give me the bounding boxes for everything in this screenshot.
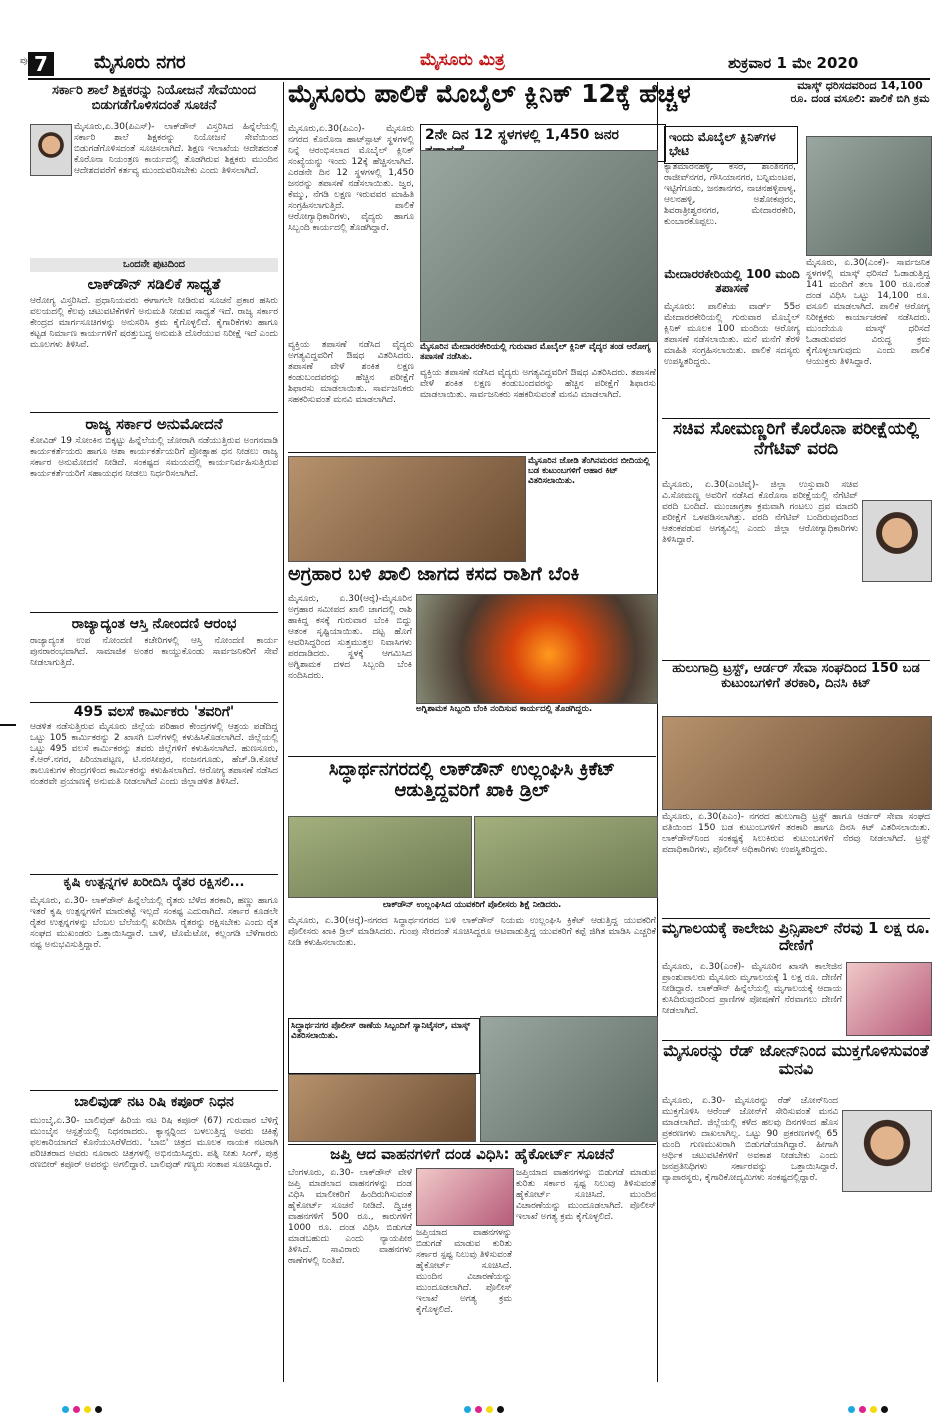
- cricket-body: ಮೈಸೂರು, ಏ.30(ಆರ್‍ಕೆ)-ನಗರದ ಸಿದ್ಧಾರ್ಥನಗರದ ಬಳಿ ಲಾಕ್‍ಡೌನ್ ನಿಯಮ ಉಲ್ಲಂಘಿಸಿ ಕ್ರಿಕೆಟ್ ಆಡುತ್ತಿದ್ದ ಯುವಕರಿಗೆ ಪೊಲೀಸರು ಖಾಕಿ ಡ್ರಿಲ್ ಮಾಡಿಸಿದರು. ಗುಂಪು ಸೇರದಂತೆ ಸೂಚಿಸಿದ್ದರೂ ಆಟವಾಡುತ್ತಿದ್ದ ಯುವಕರಿಗೆ ಕಪ್ಪೆ ಜಿಗಿತ ಮಾಡಿಸಿ ಎಚ್ಚರಿಕೆ ನೀಡಿ ಕಳುಹಿಸಲಾಯಿತು.: [288, 916, 656, 948]
- clinic-body: ಮೈಸೂರು,ಏ.30(ಪಿಎಂ)- ಮೈಸೂರು ನಗರದ ಕೊರೊನಾ ಹಾಟ್‍ಸ್ಪಾಟ್ ಸ್ಥಳಗಳಲ್ಲಿ ನಿನ್ನೆ ಆರಂಭಿಸಲಾದ ಮೊಬೈಲ್ ಕ್ಲಿನಿಕ್ ಸಂಖ್ಯೆಯನ್ನು ಇಂದು 12ಕ್ಕೆ ಹೆಚ್ಚಿಸಲಾಗಿದೆ. ಎರಡನೇ ದಿನ 12 ಸ್ಥಳಗಳಲ್ಲಿ 1,450 ಜನರನ್ನು ತಪಾಸಣೆ ನಡೆಸಲಾಯಿತು. ಜ್ವರ, ಕೆಮ್ಮು, ನೆಗಡಿ ಲಕ್ಷಣ ಇರುವವರ ಮಾಹಿತಿ ಸಂಗ್ರಹಿಸಲಾಗುತ್ತಿದೆ. ಪಾಲಿಕೆ ಆರೋಗ್ಯಾಧಿಕಾರಿಗಳು, ವೈದ್ಯರು ಹಾಗೂ ಸಿಬ್ಬಂದಿ ಕಾರ್ಯದಲ್ಲಿ ತೊಡಗಿದ್ದಾರೆ.: [288, 124, 414, 233]
- clinic-caption: ಮೈಸೂರಿನ ಮೇದಾರರಕೇರಿಯಲ್ಲಿ ಗುರುವಾರ ಮೊಬೈಲ್ ಕ್ಲಿನಿಕ್ ವೈದ್ಯರ ತಂಡ ಆರೋಗ್ಯ ತಪಾಸಣೆ ನಡೆಸಿತು.: [420, 342, 651, 362]
- registration-dots-left: [62, 1406, 102, 1413]
- clinic-body-continued: ವ್ಯಕ್ತಿಯ ತಪಾಸಣೆ ನಡೆಸಿದ ವೈದ್ಯರು ಅಗತ್ಯವಿದ್ದವರಿಗೆ ಔಷಧ ವಿತರಿಸಿದರು. ತಪಾಸಣೆ ವೇಳೆ ಶಂಕಿತ ಲಕ್ಷಣ ಕಂಡುಬಂದವರನ್ನು ಹೆಚ್ಚಿನ ಪರೀಕ್ಷೆಗೆ ಶಿಫಾರಸು ಮಾಡಲಾಯಿತು. ಸಾರ್ವಜನಿಕರು ಸಹಕರಿಸುವಂತೆ ಮನವಿ ಮಾಡಲಾಗಿದೆ.: [288, 340, 414, 405]
- teachers-body: ಮೈಸೂರು,ಏ.30(ಪಿಎಸ್)- ಲಾಕ್‍ಡೌನ್ ವಿಸ್ತರಿಸಿದ ಹಿನ್ನೆಲೆಯಲ್ಲಿ ಸರ್ಕಾರಿ ಶಾಲೆ ಶಿಕ್ಷಕರನ್ನು ನಿಯೋಜನೆ ಸೇವೆಯಿಂದ ಬಿಡುಗಡೆಗೊಳಿಸದಂತೆ ಸೂಚಿಸಲಾಗಿದೆ. ಶಿಕ್ಷಣ ಇಲಾಖೆಯ ಆದೇಶದಂತೆ ಕೊರೊನಾ ನಿಯಂತ್ರಣ ಕಾರ್ಯದಲ್ಲಿ ತೊಡಗಿರುವ ಶಿಕ್ಷಕರು ಮುಂದಿನ ಆದೇಶದವರೆಗೆ ಕರ್ತವ್ಯ ಮುಂದುವರಿಸಬೇಕು ಎಂದು ತಿಳಿಸಲಾಗಿದೆ.: [74, 122, 278, 176]
- mask-photo: [806, 136, 932, 256]
- mask-headline: ಮಾಸ್ಕ್ ಧರಿಸದವರಿಂದ 14,100 ರೂ. ದಂಡ ವಸೂಲಿ: ಪಾಲಿಕೆ ಬಿಗಿ ಕ್ರಮ: [790, 79, 930, 105]
- state-headline: ರಾಜ್ಯ ಸರ್ಕಾರ ಅನುಮೋದನೆ: [85, 415, 223, 433]
- vehicles-body-right: ಜಪ್ತಿಯಾದ ವಾಹನಗಳನ್ನು ಬಿಡುಗಡೆ ಮಾಡುವ ಕುರಿತು ಸರ್ಕಾರ ಸ್ಪಷ್ಟ ನಿಲುವು ತಿಳಿಸುವಂತೆ ಹೈಕೋರ್ಟ್ ಸೂಚಿಸಿದೆ. ಮುಂದಿನ ವಿಚಾರಣೆಯನ್ನು ಮುಂದೂಡಲಾಗಿದೆ. ಪೊಲೀಸ್ ಇಲಾಖೆ ಅಗತ್ಯ ಕ್ರಮ ಕೈಗೊಳ್ಳಲಿದೆ.: [516, 1168, 656, 1222]
- continued-band: ಒಂದನೇ ಪುಟದಿಂದ: [30, 258, 278, 272]
- dot: [464, 1406, 471, 1413]
- mobile-visit-title: ಇಂದು ಮೊಬೈಲ್ ಕ್ಲಿನಿಕ್‍ಗಳ ಭೇಟಿ: [664, 126, 798, 164]
- dot: [475, 1406, 482, 1413]
- dot: [95, 1406, 102, 1413]
- fire-body: ಮೈಸೂರು, ಏ.30(ಆರ್‍ಕೆ)-ಮೈಸೂರಿನ ಅಗ್ರಹಾರ ಸಮೀಪದ ಖಾಲಿ ಜಾಗದಲ್ಲಿ ರಾಶಿ ಹಾಕಿದ್ದ ಕಸಕ್ಕೆ ಗುರುವಾರ ಬೆಂಕಿ ಬಿದ್ದು ಆತಂಕ ಸೃಷ್ಟಿಯಾಯಿತು. ದಟ್ಟ ಹೊಗೆ ಆವರಿಸಿದ್ದರಿಂದ ಸುತ್ತಮುತ್ತಲ ನಿವಾಸಿಗಳು ಪರದಾಡಿದರು. ಸ್ಥಳಕ್ಕೆ ಆಗಮಿಸಿದ ಅಗ್ನಿಶಾಮಕ ದಳದ ಸಿಬ್ಬಂದಿ ಬೆಂಕಿ ನಂದಿಸಿದರು.: [288, 594, 412, 681]
- margin-mark: [0, 724, 16, 726]
- dot: [859, 1406, 866, 1413]
- page-number: 7: [28, 52, 54, 76]
- principal-body: ಮೈಸೂರು, ಏ.30(ಎಂಕೆ)- ಮೈಸೂರಿನ ಖಾಸಗಿ ಕಾಲೇಜಿನ ಪ್ರಾಂಶುಪಾಲರು ಮೈಸೂರು ಮೃಗಾಲಯಕ್ಕೆ 1 ಲಕ್ಷ ರೂ. ದೇಣಿಗೆ ನೀಡಿದ್ದಾರೆ. ಲಾಕ್‍ಡೌನ್ ಹಿನ್ನೆಲೆಯಲ್ಲಿ ಮೃಗಾಲಯಕ್ಕೆ ಆದಾಯ ಕುಸಿದಿರುವುದರಿಂದ ಪ್ರಾಣಿಗಳ ಪೋಷಣೆಗೆ ನೆರವಾಗಲು ದೇಣಿಗೆ ನೀಡಲಾಗಿದೆ.: [662, 962, 842, 1016]
- vehicles-body: ಬೆಂಗಳೂರು, ಏ.30- ಲಾಕ್‍ಡೌನ್ ವೇಳೆ ಜಪ್ತಿ ಮಾಡಲಾದ ವಾಹನಗಳನ್ನು ದಂಡ ವಿಧಿಸಿ ಮಾಲೀಕರಿಗೆ ಹಿಂದಿರುಗಿಸುವಂತೆ ಹೈಕೋರ್ಟ್ ಸೂಚನೆ ನೀಡಿದೆ. ದ್ವಿಚಕ್ರ ವಾಹನಗಳಿಗೆ 500 ರೂ., ಕಾರುಗಳಿಗೆ 1000 ರೂ. ದಂಡ ವಿಧಿಸಿ ಬಿಡುಗಡೆ ಮಾಡಬಹುದು ಎಂದು ನ್ಯಾಯಪೀಠ ತಿಳಿಸಿದೆ. ಸಾವಿರಾರು ವಾಹನಗಳು ಠಾಣೆಗಳಲ್ಲಿ ನಿಂತಿವೆ.: [288, 1168, 412, 1266]
- registration-headline: ರಾಜ್ಯಾದ್ಯಂತ ಆಸ್ತಿ ನೋಂದಣಿ ಆರಂಭ: [71, 616, 237, 632]
- dot: [497, 1406, 504, 1413]
- divider: [30, 412, 278, 413]
- police-photo-2: [288, 1074, 476, 1142]
- dot: [870, 1406, 877, 1413]
- cricket-headline: ಸಿದ್ಧಾರ್ಥನಗರದಲ್ಲಿ ಲಾಕ್‍ಡೌನ್ ಉಲ್ಲಂಘಿಸಿ ಕ್ರಿಕೆಟ್ ಆಡುತ್ತಿದ್ದವರಿಗೆ ಖಾಕಿ ಡ್ರಿಲ್: [328, 759, 616, 801]
- principal-headline: ಮೃಗಾಲಯಕ್ಕೆ ಕಾಲೇಜು ಪ್ರಿನ್ಸಿಪಾಲ್ ನೆರವು 1 ಲಕ್ಷ ರೂ. ದೇಣಿಗೆ: [662, 919, 930, 955]
- lockdown-body: ಆರೋಗ್ಯ ವಿಸ್ತರಿಸಿದೆ. ಪ್ರಧಾನಿಯವರು ಈಗಾಗಲೇ ನೀಡಿರುವ ಸೂಚನೆ ಪ್ರಕಾರ ಹಸಿರು ವಲಯದಲ್ಲಿ ಕೆಲವು ಚಟುವಟಿಕೆಗಳಿಗೆ ಅನುಮತಿ ನೀಡುವ ಸಾಧ್ಯತೆ ಇದೆ. ರಾಜ್ಯ ಸರ್ಕಾರ ಕೇಂದ್ರದ ಮಾರ್ಗಸೂಚಿಗಳನ್ನು ಅನುಸರಿಸಿ ಕ್ರಮ ಕೈಗೊಳ್ಳಲಿದೆ. ಕೈಗಾರಿಕೆಗಳು ಹಾಗೂ ಕಟ್ಟಡ ನಿರ್ಮಾಣ ಕಾರ್ಯಗಳಿಗೆ ಷರತ್ತುಬದ್ಧ ಅನುಮತಿ ದೊರೆಯುವ ನಿರೀಕ್ಷೆ ಇದೆ ಎಂದು ಮೂಲಗಳು ತಿಳಿಸಿವೆ.: [30, 296, 278, 350]
- fire-photo: [416, 594, 658, 704]
- clinic-photo: [420, 150, 658, 342]
- farmers-body: ಮೈಸೂರು, ಏ.30- ಲಾಕ್‍ಡೌನ್ ಹಿನ್ನೆಲೆಯಲ್ಲಿ ರೈತರು ಬೆಳೆದ ತರಕಾರಿ, ಹಣ್ಣು ಹಾಗೂ ಇತರೆ ಕೃಷಿ ಉತ್ಪನ್ನಗಳಿಗೆ ಮಾರುಕಟ್ಟೆ ಇಲ್ಲದೆ ಸಂಕಷ್ಟ ಎದುರಾಗಿದೆ. ಸರ್ಕಾರ ಕೂಡಲೇ ರೈತರ ಉತ್ಪನ್ನಗಳನ್ನು ಬೆಂಬಲ ಬೆಲೆಯಲ್ಲಿ ಖರೀದಿಸಿ ರೈತರನ್ನು ರಕ್ಷಿಸಬೇಕು ಎಂದು ರೈತ ಸಂಘದ ಮುಖಂಡರು ಒತ್ತಾಯಿಸಿದ್ದಾರೆ. ಬಾಳೆ, ಟೊಮೆಟೋ, ಕಲ್ಲಂಗಡಿ ಬೆಳೆಗಾರರು ನಷ್ಟ ಅನುಭವಿಸುತ್ತಿದ್ದಾರೆ.: [30, 896, 278, 950]
- vehicles-body-mid: ಜಪ್ತಿಯಾದ ವಾಹನಗಳನ್ನು ಬಿಡುಗಡೆ ಮಾಡುವ ಕುರಿತು ಸರ್ಕಾರ ಸ್ಪಷ್ಟ ನಿಲುವು ತಿಳಿಸುವಂತೆ ಹೈಕೋರ್ಟ್ ಸೂಚಿಸಿದೆ. ಮುಂದಿನ ವಿಚಾರಣೆಯನ್ನು ಮುಂದೂಡಲಾಗಿದೆ. ಪೊಲೀಸ್ ಇಲಾಖೆ ಅಗತ್ಯ ಕ್ರಮ ಕೈಗೊಳ್ಳಲಿದೆ.: [416, 1228, 512, 1315]
- dot: [486, 1406, 493, 1413]
- vehicles-headline: ಜಪ್ತಿ ಆದ ವಾಹನಗಳಿಗೆ ದಂಡ ವಿಧಿಸಿ: ಹೈಕೋರ್ಟ್ ಸೂಚನೆ: [330, 1145, 614, 1163]
- dot: [84, 1406, 91, 1413]
- dot: [881, 1406, 888, 1413]
- rishi-body: ಮುಂಬೈ,ಏ.30- ಬಾಲಿವುಡ್ ಹಿರಿಯ ನಟ ರಿಷಿ ಕಪೂರ್ (67) ಗುರುವಾರ ಬೆಳಿಗ್ಗೆ ಮುಂಬೈನ ಆಸ್ಪತ್ರೆಯಲ್ಲಿ ನಿಧನರಾದರು. ಕ್ಯಾನ್ಸರ್‍ನಿಂದ ಬಳಲುತ್ತಿದ್ದ ಅವರು ಚಿಕಿತ್ಸೆ ಫಲಕಾರಿಯಾಗದೆ ಕೊನೆಯುಸಿರೆಳೆದರು. 'ಬಾಬಿ' ಚಿತ್ರದ ಮೂಲಕ ನಾಯಕ ನಟರಾಗಿ ಪರಿಚಿತರಾದ ಅವರು ನೂರಾರು ಚಿತ್ರಗಳಲ್ಲಿ ಅಭಿನಯಿಸಿದ್ದರು. ಪತ್ನಿ ನೀತು ಸಿಂಗ್, ಪುತ್ರ ರಣಬೀರ್ ಕಪೂರ್ ಅವರನ್ನು ಅಗಲಿದ್ದಾರೆ. ಬಾಲಿವುಡ್ ಗಣ್ಯರು ಸಂತಾಪ ಸೂಚಿಸಿದ್ದಾರೆ.: [30, 1116, 278, 1170]
- teachers-headline: ಸರ್ಕಾರಿ ಶಾಲೆ ಶಿಕ್ಷಕರನ್ನು ನಿಯೋಜನೆ ಸೇವೆಯಿಂದ ಬಿಡುಗಡೆಗೊಳಿಸದಂತೆ ಸೂಚನೆ: [51, 83, 257, 113]
- divider: [30, 1090, 278, 1091]
- somanna-headline: ಸಚಿವ ಸೋಮಣ್ಣರಿಗೆ ಕೊರೊನಾ ಪರೀಕ್ಷೆಯಲ್ಲಿ ನೆಗೆಟಿವ್ ವರದಿ: [673, 419, 919, 459]
- mask-body: ಮೈಸೂರು, ಏ.30(ಎಂಕೆ)- ಸಾರ್ವಜನಿಕ ಸ್ಥಳಗಳಲ್ಲಿ ಮಾಸ್ಕ್ ಧರಿಸದೆ ಓಡಾಡುತ್ತಿದ್ದ 141 ಮಂದಿಗೆ ತಲಾ 100 ರೂ.ನಂತೆ ದಂಡ ವಿಧಿಸಿ ಒಟ್ಟು 14,100 ರೂ. ವಸೂಲಿ ಮಾಡಲಾಗಿದೆ. ಪಾಲಿಕೆ ಆರೋಗ್ಯ ನಿರೀಕ್ಷಕರು ಕಾರ್ಯಾಚರಣೆ ನಡೆಸಿದರು. ಮುಂದೆಯೂ ಮಾಸ್ಕ್ ಧರಿಸದೆ ಓಡಾಡುವವರ ವಿರುದ್ಧ ಕ್ರಮ ಕೈಗೊಳ್ಳಲಾಗುವುದು ಎಂದು ಪಾಲಿಕೆ ಆಯುಕ್ತರು ತಿಳಿಸಿದ್ದಾರೆ.: [806, 258, 930, 367]
- paper-name: ಮೈಸೂರು ಮಿತ್ರ: [420, 50, 505, 70]
- divider: [288, 756, 656, 757]
- mobile-visit-body: ಕ್ಯಾತಮಾರನಹಳ್ಳಿ, ಕೆಸರೆ, ಶಾಂತಿನಗರ, ರಾಜೀವ್‍ನಗರ, ಗೌಸಿಯಾನಗರ, ಬನ್ನಿಮಂಟಪ, ಇಟ್ಟಿಗೆಗೂಡು, ಜನತಾನಗರ, ನಾಚನಹಳ್ಳಿಪಾಳ್ಯ, ಆಲನಹಳ್ಳಿ, ಅಶೋಕಪುರಂ, ಶಿವರಾತ್ರೀಶ್ವರನಗರ, ಮೇದಾರರಕೇರಿ, ಕುಂಬಾರಕೊಪ್ಪಲು.: [664, 162, 796, 227]
- hulugadi-body: ಮೈಸೂರು, ಏ.30(ಪಿಎಂ)- ನಗರದ ಹುಲುಗಾದ್ರಿ ಟ್ರಸ್ಟ್ ಹಾಗೂ ಆರ್ಡರ್ ಸೇವಾ ಸಂಘದ ವತಿಯಿಂದ 150 ಬಡ ಕುಟುಂಬಗಳಿಗೆ ತರಕಾರಿ ಹಾಗೂ ದಿನಸಿ ಕಿಟ್ ವಿತರಿಸಲಾಯಿತು. ಲಾಕ್‍ಡೌನ್‍ನಿಂದ ಸಂಕಷ್ಟಕ್ಕೆ ಸಿಲುಕಿರುವ ಕುಟುಂಬಗಳಿಗೆ ನೆರವು ನೀಡಲಾಗಿದೆ. ಟ್ರಸ್ಟ್ ಪದಾಧಿಕಾರಿಗಳು, ಪೊಲೀಸ್ ಅಧಿಕಾರಿಗಳು ಉಪಸ್ಥಿತರಿದ್ದರು.: [662, 812, 930, 855]
- red-zone-headline: ಮೈಸೂರನ್ನು ರೆಡ್ ಜೋನ್‍ನಿಂದ ಮುಕ್ತಗೊಳಿಸುವಂತೆ ಮನವಿ: [663, 1041, 929, 1079]
- hulugadi-headline: ಹುಲುಗಾದ್ರಿ ಟ್ರಸ್ಟ್, ಆರ್ಡರ್ ಸೇವಾ ಸಂಘದಿಂದ 150 ಬಡ ಕುಟುಂಬಗಳಿಗೆ ತರಕಾರಿ, ದಿನಸಿ ಕಿಟ್: [672, 661, 920, 691]
- cricket-photo-2: [474, 816, 658, 898]
- somanna-body: ಮೈಸೂರು, ಏ.30(ಎಂಟಿವೈ)- ಜಿಲ್ಲಾ ಉಸ್ತುವಾರಿ ಸಚಿವ ವಿ.ಸೋಮಣ್ಣ ಅವರಿಗೆ ನಡೆಸಿದ ಕೊರೊನಾ ಪರೀಕ್ಷೆಯಲ್ಲಿ ನೆಗೆಟಿವ್ ವರದಿ ಬಂದಿದೆ. ಮುಂಜಾಗ್ರತಾ ಕ್ರಮವಾಗಿ ಗಂಟಲು ದ್ರವ ಮಾದರಿ ಪರೀಕ್ಷೆಗೆ ಒಳಪಡಿಸಲಾಗಿತ್ತು. ವರದಿ ನೆಗೆಟಿವ್ ಬಂದಿರುವುದರಿಂದ ಆತಂಕಪಡುವ ಅಗತ್ಯವಿಲ್ಲ ಎಂದು ಜಿಲ್ಲಾ ಆರೋಗ್ಯಾಧಿಕಾರಿಗಳು ತಿಳಿಸಿದ್ದಾರೆ.: [662, 480, 858, 545]
- workers-body: ಆಡಳಿತ ನಡೆಸುತ್ತಿರುವ ಮೈಸೂರು ಜಿಲ್ಲೆಯ ಪರಿಹಾರ ಕೇಂದ್ರಗಳಲ್ಲಿ ಆಶ್ರಯ ಪಡೆದಿದ್ದ ಒಟ್ಟು 105 ಕಾರ್ಮಿಕರನ್ನು 2 ಖಾಸಗಿ ಬಸ್‍ಗಳಲ್ಲಿ ಕಳುಹಿಸಿಕೊಡಲಾಗಿದೆ. ಜಿಲ್ಲೆಯಲ್ಲಿ ಒಟ್ಟು 495 ವಲಸೆ ಕಾರ್ಮಿಕರನ್ನು ತವರು ಜಿಲ್ಲೆಗಳಿಗೆ ಕಳುಹಿಸಲಾಗಿದೆ. ಹುಣಸೂರು, ಕೆ.ಆರ್.ನಗರ, ಪಿರಿಯಾಪಟ್ಟಣ, ಟಿ.ನರಸೀಪುರ, ನಂಜನಗೂಡು, ಹೆಚ್.ಡಿ.ಕೋಟೆ ತಾಲೂಕುಗಳ ಕೇಂದ್ರಗಳಿಂದ ಕಾರ್ಮಿಕರನ್ನು ಕಳುಹಿಸಲಾಗಿದೆ. ಆರೋಗ್ಯ ತಪಾಸಣೆ ನಡೆಸಿದ ನಂತರವೇ ಪ್ರಯಾಣಕ್ಕೆ ಅನುಮತಿ ನೀಡಲಾಗಿದೆ ಎಂದು ಜಿಲ್ಲಾಡಳಿತ ತಿಳಿಸಿದೆ.: [30, 722, 278, 787]
- clinic-body-more: ವ್ಯಕ್ತಿಯ ತಪಾಸಣೆ ನಡೆಸಿದ ವೈದ್ಯರು ಅಗತ್ಯವಿದ್ದವರಿಗೆ ಔಷಧ ವಿತರಿಸಿದರು. ತಪಾಸಣೆ ವೇಳೆ ಶಂಕಿತ ಲಕ್ಷಣ ಕಂಡುಬಂದವರನ್ನು ಹೆಚ್ಚಿನ ಪರೀಕ್ಷೆಗೆ ಶಿಫಾರಸು ಮಾಡಲಾಯಿತು. ಸಾರ್ವಜನಿಕರು ಸಹಕರಿಸುವಂತೆ ಮನವಿ ಮಾಡಲಾಗಿದೆ.: [420, 368, 656, 400]
- column-rule: [283, 82, 284, 1382]
- police-photo: [480, 1016, 658, 1142]
- dot: [73, 1406, 80, 1413]
- court-photo: [416, 1168, 514, 1226]
- divider: [288, 452, 656, 453]
- divider: [30, 702, 278, 703]
- lockdown-headline: ಲಾಕ್‍ಡೌನ್ ಸಡಿಲಿಕೆ ಸಾಧ್ಯತೆ: [87, 275, 221, 293]
- divider: [30, 612, 278, 613]
- clinic-subheadline: 2ನೇ ದಿನ 12 ಸ್ಥಳಗಳಲ್ಲಿ 1,450 ಜನರ: [420, 124, 666, 162]
- clinic-headline: ಮೈಸೂರು ಪಾಲಿಕೆ ಮೊಬೈಲ್ ಕ್ಲಿನಿಕ್ 12ಕ್ಕೆ ಹೆಚ್ಚಳ: [288, 79, 691, 108]
- registration-body: ರಾಜ್ಯಾದ್ಯಂತ ಉಪ ನೋಂದಣಿ ಕಚೇರಿಗಳಲ್ಲಿ ಆಸ್ತಿ ನೋಂದಣಿ ಕಾರ್ಯ ಪುನರಾರಂಭವಾಗಿದೆ. ಸಾಮಾಜಿಕ ಅಂತರ ಕಾಯ್ದುಕೊಂಡು ಸಾರ್ವಜನಿಕರಿಗೆ ಸೇವೆ ನೀಡಲಾಗುತ್ತಿದೆ.: [30, 636, 278, 668]
- red-zone-body: ಮೈಸೂರು, ಏ.30- ಮೈಸೂರನ್ನು ರೆಡ್ ಜೋನ್‍ನಿಂದ ಮುಕ್ತಗೊಳಿಸಿ ಆರೆಂಜ್ ಜೋನ್‍ಗೆ ಸೇರಿಸುವಂತೆ ಮನವಿ ಮಾಡಲಾಗಿದೆ. ಜಿಲ್ಲೆಯಲ್ಲಿ ಕಳೆದ ಹಲವು ದಿನಗಳಿಂದ ಹೊಸ ಪ್ರಕರಣಗಳು ದಾಖಲಾಗಿಲ್ಲ. ಒಟ್ಟು 90 ಪ್ರಕರಣಗಳಲ್ಲಿ 65 ಮಂದಿ ಗುಣಮುಖರಾಗಿ ಬಿಡುಗಡೆಯಾಗಿದ್ದಾರೆ. ಹೀಗಾಗಿ ಆರ್ಥಿಕ ಚಟುವಟಿಕೆಗಳಿಗೆ ಅವಕಾಶ ನೀಡಬೇಕು ಎಂದು ಜನಪ್ರತಿನಿಧಿಗಳು ಸರ್ಕಾರವನ್ನು ಒತ್ತಾಯಿಸಿದ್ದಾರೆ. ವ್ಯಾಪಾರಸ್ಥರು, ಕೈಗಾರಿಕೋದ್ಯಮಿಗಳು ಸಂಕಷ್ಟದಲ್ಲಿದ್ದಾರೆ.: [662, 1096, 838, 1183]
- registration-dots-right: [848, 1406, 888, 1413]
- kits-caption: ಮೈಸೂರಿನ ಜೋಡಿ ತೆಂಗಿನಮರದ ಬೀದಿಯಲ್ಲಿ ಬಡ ಕುಟುಂಬಗಳಿಗೆ ಆಹಾರ ಕಿಟ್ ವಿತರಿಸಲಾಯಿತು.: [528, 456, 650, 486]
- workers-headline: 495 ವಲಸೆ ಕಾರ್ಮಿಕರು 'ತವರಿಗೆ': [73, 704, 235, 720]
- fire-caption: ಅಗ್ನಿಶಾಮಕ ಸಿಬ್ಬಂದಿ ಬೆಂಕಿ ನಂದಿಸುವ ಕಾರ್ಯದಲ್ಲಿ ತೊಡಗಿದ್ದರು.: [416, 704, 593, 714]
- cricket-caption: ಲಾಕ್‍ಡೌನ್ ಉಲ್ಲಂಘಿಸಿದ ಯುವಕರಿಗೆ ಪೊಲೀಸರು ಶಿಕ್ಷೆ ನೀಡಿದರು.: [382, 900, 562, 910]
- teachers-photo: [30, 124, 72, 176]
- kits-photo: [288, 456, 526, 562]
- medara-body: ಮೈಸೂರು: ಪಾಲಿಕೆಯ ವಾರ್ಡ್ 55ರ ಮೇದಾರರಕೇರಿಯಲ್ಲಿ ಗುರುವಾರ ಮೊಬೈಲ್ ಕ್ಲಿನಿಕ್ ಮೂಲಕ 100 ಮಂದಿಯ ಆರೋಗ್ಯ ತಪಾಸಣೆ ನಡೆಸಲಾಯಿತು. ಮನೆ ಮನೆಗೆ ತೆರಳಿ ಮಾಹಿತಿ ಸಂಗ್ರಹಿಸಲಾಯಿತು. ಪಾಲಿಕೆ ಸದಸ್ಯರು ಉಪಸ್ಥಿತರಿದ್ದರು.: [664, 302, 800, 367]
- police-caption: ಸಿದ್ಧಾರ್ಥನಗರ ಪೊಲೀಸ್ ಠಾಣೆಯ ಸಿಬ್ಬಂದಿಗೆ ಸ್ಯಾನಿಟೈಸರ್, ಮಾಸ್ಕ್ ವಿತರಿಸಲಾಯಿತು.: [288, 1018, 480, 1074]
- hulugadi-photo: [662, 716, 932, 810]
- cricket-photo-1: [288, 816, 472, 898]
- dot: [848, 1406, 855, 1413]
- dot: [62, 1406, 69, 1413]
- red-zone-photo: [842, 1110, 932, 1192]
- section-name: ಮೈಸೂರು ನಗರ: [94, 52, 186, 73]
- principal-photo: [846, 962, 932, 1036]
- page-label: ಪುಟ: [20, 56, 34, 66]
- fire-headline: ಅಗ್ರಹಾರ ಬಳಿ ಖಾಲಿ ಜಾಗದ ಕಸದ ರಾಶಿಗೆ ಬೆಂಕಿ: [288, 563, 580, 585]
- somanna-photo: [862, 500, 932, 582]
- medara-headline: ಮೇದಾರರಕೇರಿಯಲ್ಲಿ 100 ಮಂದಿ ತಪಾಸಣೆ: [664, 267, 800, 295]
- state-body: ಕೋವಿಡ್ 19 ಸೋಂಕಿನ ಬಿಕ್ಕಟ್ಟು ಹಿನ್ನೆಲೆಯಲ್ಲಿ ಜೋರಾಗಿ ನಡೆಯುತ್ತಿರುವ ಅಂಗನವಾಡಿ ಕಾರ್ಯಕರ್ತೆಯರು ಹಾಗೂ ಆಶಾ ಕಾರ್ಯಕರ್ತೆಯರಿಗೆ ಪ್ರೋತ್ಸಾಹ ಧನ ನೀಡಲು ರಾಜ್ಯ ಸರ್ಕಾರ ಅನುಮೋದನೆ ನೀಡಿದೆ. ಸಂಕಷ್ಟದ ಸಮಯದಲ್ಲಿ ಕಾರ್ಯನಿರ್ವಹಿಸುತ್ತಿರುವ ಕಾರ್ಯಕರ್ತೆಯರಿಗೆ ಸಹಾಯಧನ ನೀಡಲು ನಿರ್ಧರಿಸಲಾಗಿದೆ.: [30, 436, 278, 479]
- issue-date: ಶುಕ್ರವಾರ 1 ಮೇ 2020: [728, 54, 859, 72]
- registration-dots-center: [464, 1406, 504, 1413]
- rishi-headline: ಬಾಲಿವುಡ್ ನಟ ರಿಷಿ ಕಪೂರ್ ನಿಧನ: [74, 1094, 234, 1110]
- farmers-headline: ಕೃಷಿ ಉತ್ಪನ್ನಗಳ ಖರೀದಿಸಿ ರೈತರ ರಕ್ಷಿಸಲಿ...: [63, 875, 245, 890]
